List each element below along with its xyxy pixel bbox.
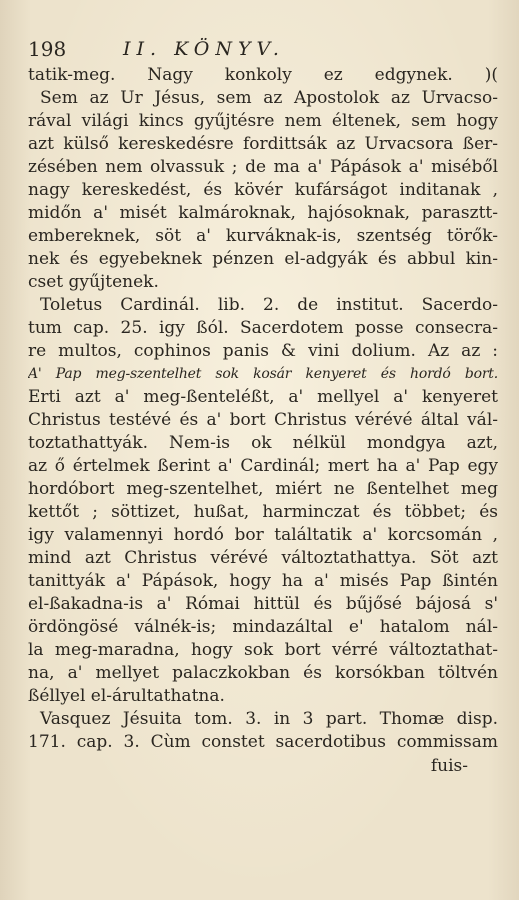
page-number: 198 xyxy=(28,37,67,61)
text-line: rával világi kincs gyűjtésre nem éltenek, sem hogy xyxy=(28,111,498,131)
text-line: kettőt ; söttizet, hußat, harminczat és többet; és xyxy=(28,502,498,522)
text-line: azt külső kereskedésre fordittsák az Urvacsora ßer- xyxy=(28,134,498,154)
catchword: fuis- xyxy=(430,756,468,776)
text-line: toztathattyák. Nem-is ok nélkül mondgya azt, xyxy=(28,433,498,453)
text-line: tum cap. 25. igy ßól. Sacerdotem posse consecra- xyxy=(28,318,498,338)
text-line: az ő értelmek ßerint a' Cardinál; mert ha a' Pap egy xyxy=(28,456,498,476)
text-line: Erti azt a' meg-ßenteléßt, a' mellyel a' kenyeret xyxy=(28,387,498,407)
running-head: II. KÖNYV. xyxy=(123,38,285,60)
text-line: cset gyűjtenek. xyxy=(28,272,159,292)
page-header xyxy=(28,34,498,64)
text-line: tanittyák a' Pápások, hogy ha a' misés Pap ßintén xyxy=(28,571,498,591)
text-line: el-ßakadna-is a' Római hittül és bűjősé bájosá s' xyxy=(28,594,498,614)
page-text-block xyxy=(28,34,498,778)
text-line: 171. cap. 3. Cùm constet sacerdotibus commissam xyxy=(28,732,498,752)
text-line: ßéllyel el-árultathatna. xyxy=(28,686,225,706)
text-line: Vasquez Jésuita tom. 3. in 3 part. Thomæ disp. xyxy=(40,709,498,729)
text-line: ördöngösé válnék-is; mindazáltal e' hatalom nál- xyxy=(28,617,498,637)
text-line: zésében nem olvassuk ; de ma a' Pápások a' miséből xyxy=(28,157,498,177)
text-line: Sem az Ur Jésus, sem az Apostolok az Urvacso- xyxy=(40,88,498,108)
italic-translation-line: A' Pap meg-szentelhet sok kosár kenyeret és hordó bort. xyxy=(28,366,498,382)
text-line: na, a' mellyet palaczkokban és korsókban töltvén xyxy=(28,663,498,683)
text-line: Toletus Cardinál. lib. 2. de institut. Sacerdo- xyxy=(40,295,498,315)
text-line: la meg-maradna, hogy sok bort vérré változtathat- xyxy=(28,640,498,660)
text-line: hordóbort meg-szentelhet, miért ne ßentelhet meg xyxy=(28,479,498,499)
text-line: tatik-meg. Nagy konkoly ez edgynek. )( xyxy=(28,65,498,85)
text-line: re multos, cophinos panis & vini dolium. Az az : xyxy=(28,341,498,361)
text-line: Christus testévé és a' bort Christus vérévé által vál- xyxy=(28,410,498,430)
text-line: mind azt Christus vérévé változtathattya. Söt azt xyxy=(28,548,498,568)
text-line: igy valamennyi hordó bor találtatik a' korcsomán , xyxy=(28,525,498,545)
text-line: midőn a' misét kalmároknak, hajósoknak, parasztt- xyxy=(28,203,498,223)
text-line: embereknek, söt a' kurváknak-is, szentség törők- xyxy=(28,226,498,246)
text-line: nek és egyebeknek pénzen el-adgyák és abbul kin- xyxy=(28,249,498,269)
text-line: nagy kereskedést, és kövér kufárságot inditanak , xyxy=(28,180,498,200)
